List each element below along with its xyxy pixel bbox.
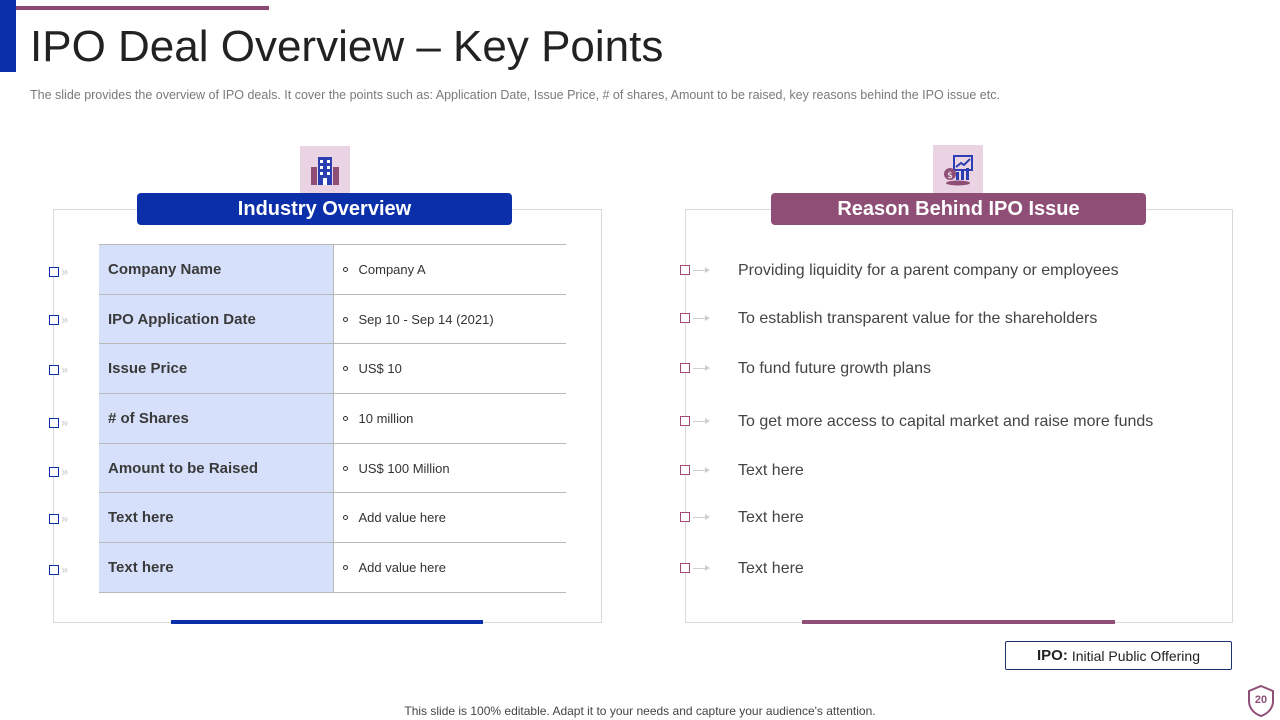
reason-bottom-line [802,620,1115,624]
table-row [99,543,566,593]
square-bullet-icon [49,365,59,375]
reason-marker [680,416,707,426]
row-value: US$ 100 Million [358,460,450,476]
row-value: US$ 10 [358,361,402,377]
circle-bullet-icon [343,515,348,520]
square-bullet-icon [49,418,59,428]
industry-bottom-line [171,620,483,624]
row-value: Add value here [358,510,446,526]
row-marker [49,416,67,430]
industry-overview-table [99,244,566,593]
arrow-right-icon [693,568,707,569]
arrow-right-icon [693,270,707,271]
reason-marker [680,465,707,475]
svg-text:$: $ [947,171,953,181]
table-row [99,245,566,295]
arrow-right-icon [693,517,707,518]
row-value: Company A [358,261,426,277]
footer-note: This slide is 100% editable. Adapt it to your needs and capture your audience's attention. [404,704,876,718]
square-bullet-icon [680,512,690,522]
ipo-legend-full: Initial Public Offering [1071,647,1200,664]
square-bullet-icon [49,315,59,325]
slide-subtitle: The slide provides the overview of IPO deals. It cover the points such as: Application Date, Issue Price, # of shares, Amount to be raised, key reasons behind the IPO issue etc. [30,88,1000,102]
table-row [99,493,566,543]
reason-item: To get more access to capital market and raise more funds [738,413,1154,430]
square-bullet-icon [680,363,690,373]
square-bullet-icon [49,565,59,575]
double-chevron-icon: ›› [61,416,67,430]
accent-bar-top [16,6,269,10]
building-icon [300,146,350,196]
row-value: Add value here [358,559,446,575]
reason-marker [680,512,707,522]
row-label: Issue Price [99,344,333,394]
square-bullet-icon [49,467,59,477]
reason-marker [680,313,707,323]
row-marker [49,563,67,577]
arrow-right-icon [693,421,707,422]
circle-bullet-icon [343,267,348,272]
table-row [99,394,566,444]
circle-bullet-icon [343,565,348,570]
double-chevron-icon: ›› [61,313,67,327]
money-growth-icon [933,145,983,195]
row-marker [49,512,67,526]
row-value: Sep 10 - Sep 14 (2021) [358,311,494,327]
circle-bullet-icon [343,366,348,371]
row-value-cell [333,493,566,543]
double-chevron-icon: ›› [61,265,67,279]
row-label: # of Shares [99,394,333,444]
row-value-cell [333,394,566,444]
row-label: IPO Application Date [99,294,333,344]
row-marker [49,265,67,279]
double-chevron-icon: ›› [61,512,67,526]
double-chevron-icon: ›› [61,363,67,377]
double-chevron-icon: ›› [61,465,67,479]
square-bullet-icon [680,416,690,426]
row-value-cell [333,245,566,295]
reason-marker [680,363,707,373]
reason-marker [680,265,707,275]
row-value-cell [333,543,566,593]
square-bullet-icon [49,514,59,524]
row-marker [49,313,67,327]
row-value-cell [333,294,566,344]
row-value: 10 million [358,410,414,426]
ipo-legend-box [1005,641,1232,670]
reason-item: Text here [738,560,804,577]
accent-bar-left [0,0,16,72]
reason-marker [680,563,707,573]
reason-ipo-header: Reason Behind IPO Issue [771,193,1146,225]
slide-title: IPO Deal Overview – Key Points [30,22,664,71]
row-label: Company Name [99,245,333,295]
row-value-cell [333,443,566,493]
circle-bullet-icon [343,466,348,471]
page-number: 20 [1254,694,1268,706]
arrow-right-icon [693,318,707,319]
square-bullet-icon [680,563,690,573]
table-row [99,443,566,493]
row-value-cell [333,344,566,394]
table-row [99,294,566,344]
row-marker [49,363,67,377]
circle-bullet-icon [343,416,348,421]
square-bullet-icon [680,313,690,323]
row-label: Amount to be Raised [99,443,333,493]
arrow-right-icon [693,368,707,369]
reason-item: Text here [738,509,804,526]
square-bullet-icon [680,465,690,475]
reason-item: Text here [738,462,804,479]
ipo-legend-abbr: IPO: [1037,647,1068,664]
double-chevron-icon: ›› [61,563,67,577]
square-bullet-icon [680,265,690,275]
reason-item: To establish transparent value for the shareholders [738,310,1098,327]
row-label: Text here [99,493,333,543]
industry-overview-header: Industry Overview [137,193,512,225]
reason-item: To fund future growth plans [738,360,932,377]
arrow-right-icon [693,470,707,471]
reason-item: Providing liquidity for a parent company or employees [738,262,1119,279]
circle-bullet-icon [343,317,348,322]
row-marker [49,465,67,479]
square-bullet-icon [49,267,59,277]
row-label: Text here [99,543,333,593]
table-row [99,344,566,394]
